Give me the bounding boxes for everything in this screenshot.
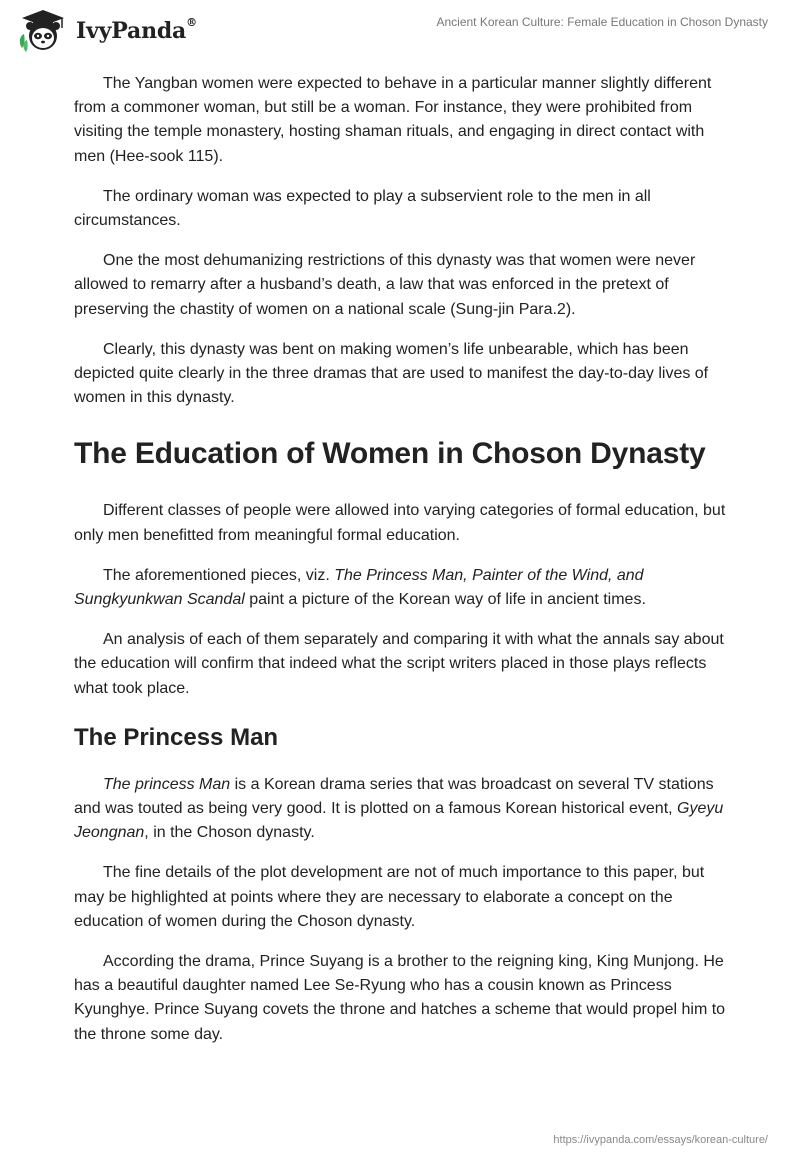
- italic-title: The princess Man: [103, 775, 231, 793]
- document-title: Ancient Korean Culture: Female Education in Choson Dynasty: [436, 15, 768, 29]
- essay-content: [74, 72, 730, 1063]
- page-header: [0, 0, 800, 66]
- logo[interactable]: [14, 8, 197, 54]
- paragraph: The fine details of the plot development are not of much importance to this paper, but may be highlighted at points where they are necessary to elaborate a concept on the education of women during the Choson dynasty.: [74, 864, 705, 930]
- paragraph: The princess Man is a Korean drama series that was broadcast on several TV stations and was touted as being very good. It is plotted on a famous Korean historical event, Gyeyu Jeongnan, in the Choson dynasty.: [74, 775, 724, 842]
- section-heading: The Education of Women in Choson Dynasty: [74, 437, 706, 471]
- paragraph: An analysis of each of them separately and comparing it with what the annals say about the education will confirm that indeed what the script writers placed in those plays reflects what took place.: [74, 631, 724, 697]
- paragraph: The aforementioned pieces, viz. The Princess Man, Painter of the Wind, and Sungkyunkwan Scandal paint a picture of the Korean way of life in ancient times.: [74, 566, 646, 609]
- italic-title: The Princess Man, Painter of the Wind, and Sungkyunkwan Scandal: [74, 566, 644, 609]
- paragraph: One the most dehumanizing restrictions of this dynasty was that women were never allowed to remarry after a husband’s death, a law that was enforced in the pretext of preserving the chastity of women on a national scale (Sung-jin Para.2).: [74, 252, 696, 318]
- source-url-link[interactable]: https://ivypanda.com/essays/korean-culture/: [553, 1134, 768, 1146]
- logo-text: IvyPanda®: [76, 16, 197, 44]
- subsection-heading: The Princess Man: [74, 723, 279, 751]
- paragraph: Different classes of people were allowed into varying categories of formal education, but only men benefitted from meaningful formal education.: [74, 502, 726, 544]
- panda-logo-icon: [14, 8, 72, 54]
- paragraph: The ordinary woman was expected to play a subservient role to the men in all circumstances.: [74, 187, 651, 230]
- italic-term: Gyeyu Jeongnan: [74, 800, 724, 842]
- paragraph: According the drama, Prince Suyang is a brother to the reigning king, King Munjong. He has a beautiful daughter named Lee Se-Ryung who has a cousin known as Princess Kyunghye. Prince Suyang covets the throne and hatches a scheme that would propel him to the throne some day.: [74, 953, 726, 1043]
- paragraph: Clearly, this dynasty was bent on making women’s life unbearable, which has been depicted quite clearly in the three dramas that are used to manifest the day-to-day lives of women in this dynasty.: [74, 340, 709, 407]
- paragraph: The Yangban women were expected to behave in a particular manner slightly different from a commoner woman, but still be a woman. For instance, they were prohibited from visiting the temple monastery, hosting shaman rituals, and engaging in direct contact with men (Hee-sook 115).: [74, 75, 712, 165]
